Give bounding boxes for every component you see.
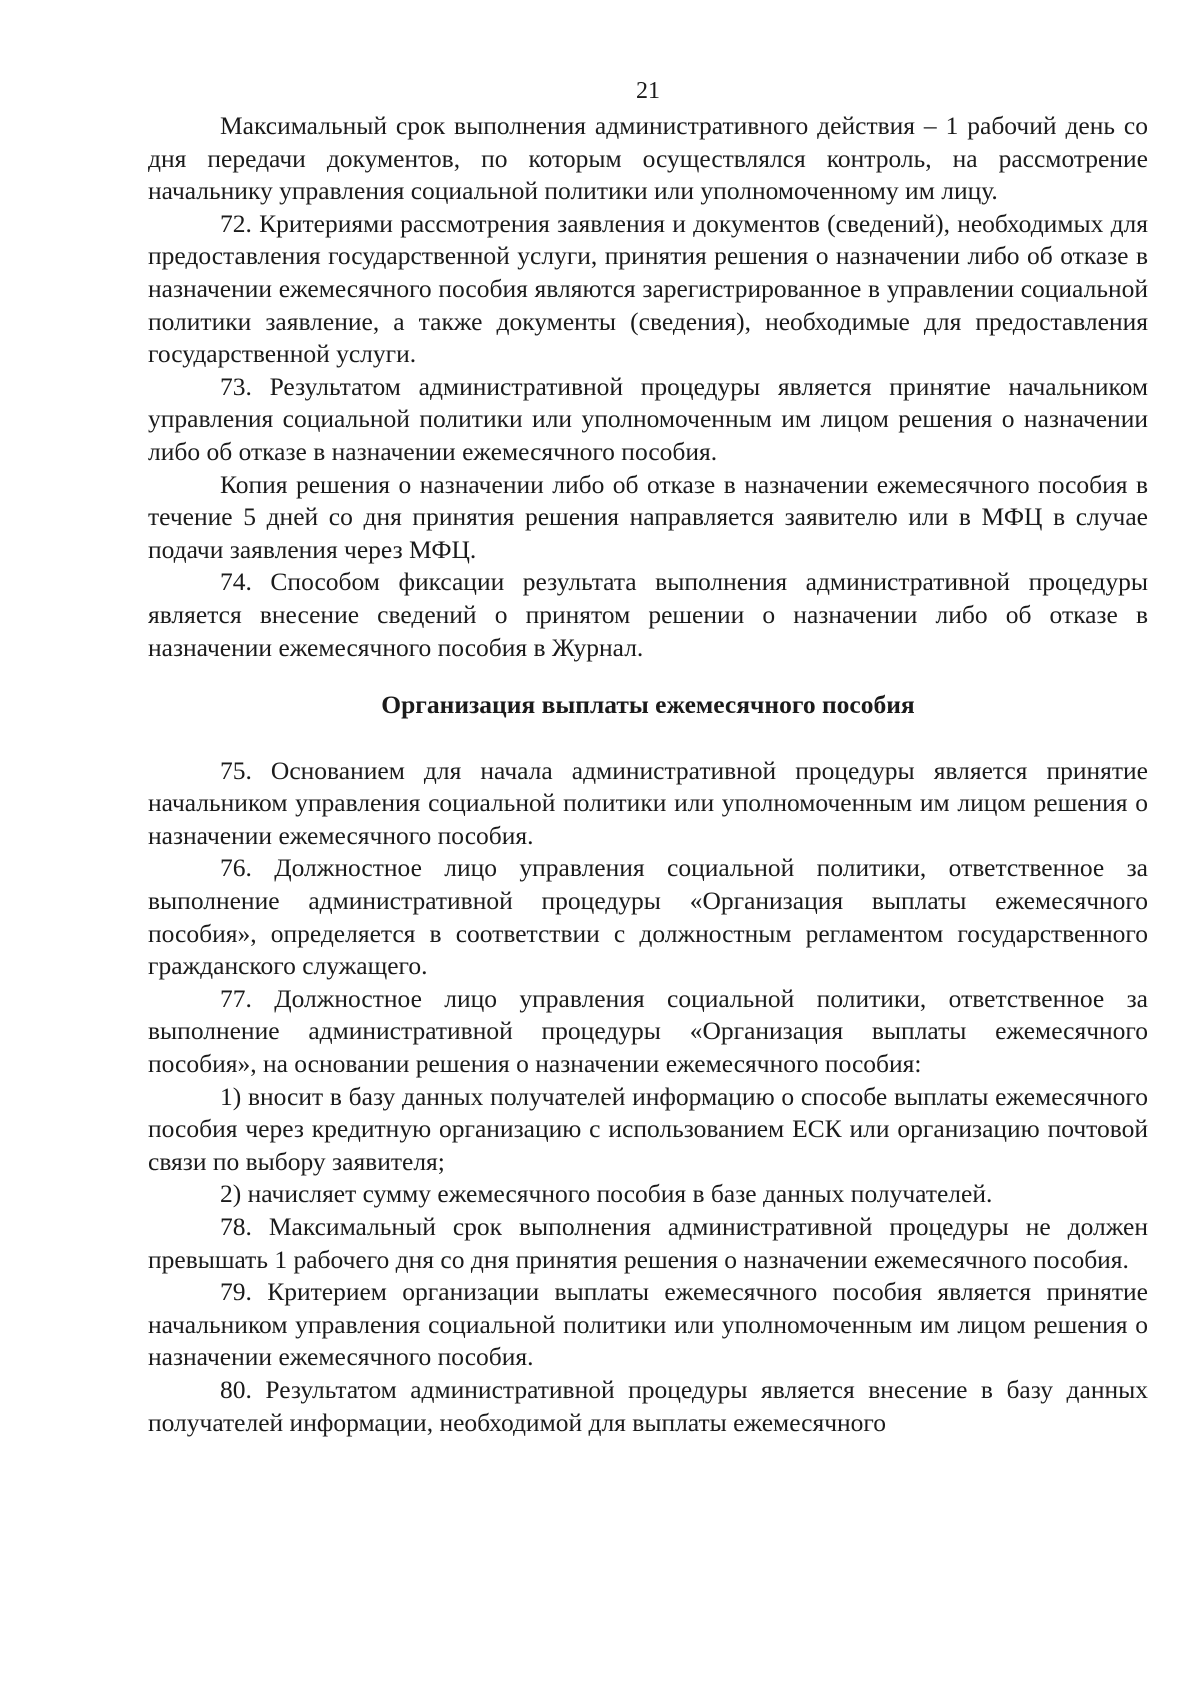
list-item-1: 1) вносит в базу данных получателей информацию о способе выплаты ежемесячного пособия через кредитную организацию с использованием ЕСК или организацию почтовой связи по выбору заявителя; <box>148 1081 1148 1176</box>
paragraph-72: 72. Критериями рассмотрения заявления и документов (сведений), необходимых для предоставления государственной услуги, принятия решения о назначении либо об отказе в назначении ежемесячного пособия являются зарегистрированное в управлении социальной политики заявление, а также документы (сведения), необходимые для предоставления государственной услуги. <box>148 208 1148 369</box>
page-number: 21 <box>636 78 660 104</box>
list-item-2: 2) начисляет сумму ежемесячного пособия в базе данных получателей. <box>220 1179 993 1209</box>
paragraph-77: 77. Должностное лицо управления социальной политики, ответственное за выполнение административной процедуры «Организация выплаты ежемесячного пособия», на основании решения о назначении ежемесячного пособия: <box>148 983 1148 1079</box>
paragraph-78: 78. Максимальный срок выполнения административной процедуры не должен превышать 1 рабочего дня со дня принятия решения о назначении ежемесячного пособия. <box>148 1212 1148 1274</box>
document-page <box>148 76 1148 1439</box>
paragraph-73: 73. Результатом административной процедуры является принятие начальником управления социальной политики или уполномоченным им лицом решения о назначении либо об отказе в назначении ежемесячного пособия. <box>148 371 1148 466</box>
paragraph-80: 80. Результатом административной процедуры является внесение в базу данных получателей информации, необходимой для выплаты ежемесячного <box>148 1374 1148 1437</box>
paragraph-max-term: Максимальный срок выполнения административного действия – 1 рабочий день со дня передачи документов, по которым осуществлялся контроль, на рассмотрение начальнику управления социальной политики или уполномоченному им лицу. <box>148 111 1148 206</box>
paragraph-copy-decision: Копия решения о назначении либо об отказе в назначении ежемесячного пособия в течение 5 дней со дня принятия решения направляется заявителю или в МФЦ в случае подачи заявления через МФЦ. <box>148 469 1148 564</box>
paragraph-74: 74. Способом фиксации результата выполнения административной процедуры является внесение сведений о принятом решении о назначении либо об отказе в назначении ежемесячного пособия в Журнал. <box>148 567 1148 662</box>
paragraph-76: 76. Должностное лицо управления социальной политики, ответственное за выполнение административной процедуры «Организация выплаты ежемесячного пособия», определяется в соответствии с должностным регламентом государственного гражданского служащего. <box>148 853 1148 981</box>
paragraph-75: 75. Основанием для начала административной процедуры является принятие начальником управления социальной политики или уполномоченным им лицом решения о назначении ежемесячного пособия. <box>148 755 1148 850</box>
paragraph-79: 79. Критерием организации выплаты ежемесячного пособия является принятие начальником управления социальной политики или уполномоченным им лицом решения о назначении ежемесячного пособия. <box>148 1277 1148 1372</box>
section-heading: Организация выплаты ежемесячного пособия <box>381 690 915 720</box>
